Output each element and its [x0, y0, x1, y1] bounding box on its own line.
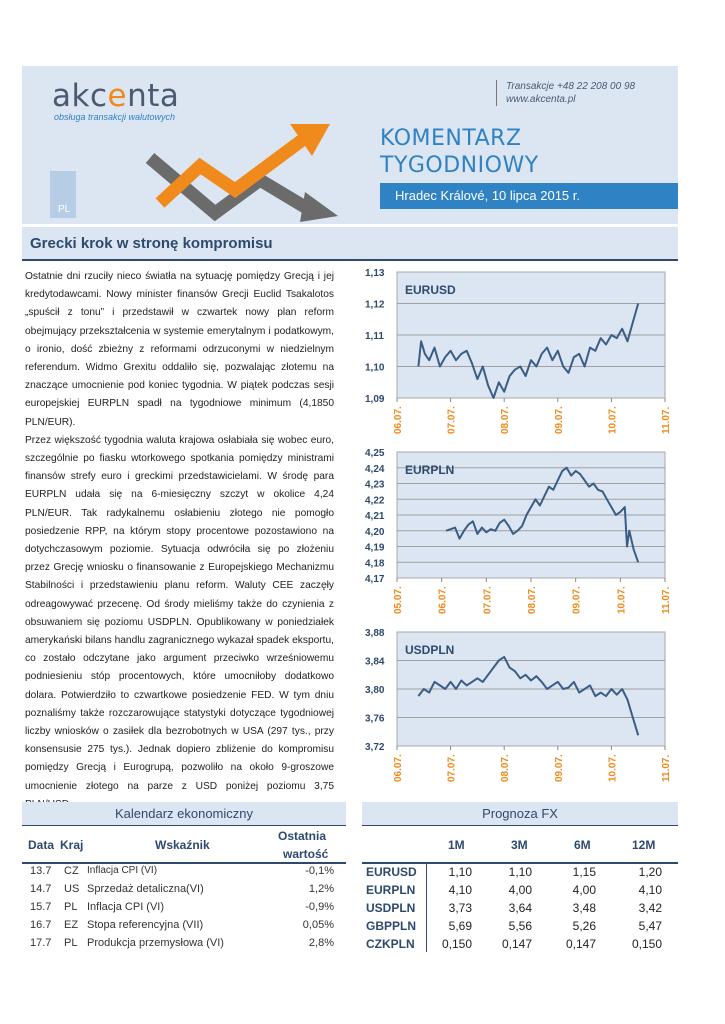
forecast-cell: 3,42: [638, 901, 662, 915]
calendar-header-rule: [22, 862, 346, 864]
forecast-cell: 3,48: [572, 901, 596, 915]
x-tick-label: 11.07.: [661, 406, 672, 434]
section-heading: [22, 227, 678, 261]
forecast-cell: 5,69: [448, 919, 472, 933]
x-tick-label: 10.07.: [607, 406, 619, 434]
chart-eurpln: [345, 446, 670, 618]
x-tick-label: 06.07.: [437, 586, 449, 614]
article-paragraph-2: Przez większość tygodnia waluta krajowa osłabiała się wobec euro, szczególnie po fiasku wtorkowego spotkania pomiędzy ministrami finansów strefy euro i greckimi przedstawicielami. W środę para EURPLN udała się na 6-miesięczny szczyt w okolice 4,24 PLN/EUR. Tak radykalnemu osłabieniu złotego nie pomogło posiedzenie RPP, na którym stopy procentowe pozostawiono na dotychczasowym poziomie. Sytuacja odwróciła się po złożeniu przez Grecję wniosku o finansowanie z Europejskiego Mechanizmu Stabilności i przedstawieniu planu reform. Waluty CEE zaczęły odreagowywać przecenę. Od środy mieliśmy także do czynienia z obsuwaniem się poziomu USDPLN. Opublikowany w poniedziałek amerykański bilans handlu zagranicznego wykazał spadek eksportu, co zostało odczytane jako argument przeciwko wrześniowemu podniesieniu stóp procentowych, które umocniłoby dodatkowo dolara. Potwierdziło to czwartkowe posiedzenie FED. W tym dniu poznaliśmy także rozczarowujące statystyki dotyczące tygodniowej liczby wniosków o zasiłek dla bezrobotnych w USA (297 tys., przy konsensusie 275 tys.). Jednak dopiero zbliżenie do kompromisu pomiędzy Grecją i Eurogrupą, pozwoliło na około 9-groszowe umocnienie złotego na parze z USD poniżej poziomu 3,75: [25, 434, 334, 792]
y-tick-label: 4,21: [365, 511, 385, 522]
calendar-row-date: 17.7: [30, 937, 52, 949]
y-tick-label: 4,17: [365, 574, 385, 585]
y-tick-label: 3,72: [365, 742, 385, 753]
calendar-col-country: Kraj: [60, 838, 84, 852]
y-tick-label: 1,10: [365, 362, 385, 374]
chart-title: EURUSD: [405, 283, 456, 297]
contact-phone: Transakcje +48 22 208 00 98: [506, 81, 636, 92]
forecast-cell: 1,10: [448, 865, 472, 879]
x-tick-label: 10.07.: [607, 754, 619, 782]
forecast-cell: 4,00: [572, 883, 596, 897]
calendar-col-last-a: Ostatnia: [278, 829, 327, 843]
x-tick-label: 08.07.: [527, 586, 538, 614]
forecast-cell: 1,10: [508, 865, 532, 879]
forecast-cell: 0,150: [441, 937, 472, 951]
report-dateline: Hradec Králové, 10 lipca 2015 r.: [380, 183, 678, 209]
forecast-cell: 5,47: [638, 919, 662, 933]
x-tick-label: 08.07.: [500, 754, 512, 782]
contact-web[interactable]: www.akcenta.pl: [506, 94, 576, 105]
forecast-cell: 3,73: [448, 901, 472, 915]
calendar-row-value: 1,2%: [308, 883, 334, 895]
y-tick-label: 1,12: [365, 299, 385, 311]
x-tick-label: 10.07.: [616, 586, 628, 614]
article-body: [25, 268, 334, 814]
forecast-col-1m: 1M: [448, 838, 465, 852]
y-tick-label: 4,23: [365, 479, 385, 491]
forecast-col-3m: 3M: [511, 838, 528, 852]
forecast-cell: 4,10: [638, 883, 662, 897]
calendar-row-indicator: Inflacja CPI (VI): [87, 901, 165, 913]
calendar-row-value: 0,05%: [302, 919, 334, 931]
forecast-cell: 4,00: [508, 883, 532, 897]
calendar-row-indicator: Inflacja CPI (VI): [87, 865, 158, 876]
y-tick-label: 1,11: [365, 331, 384, 342]
forecast-cell: 5,26: [572, 919, 596, 933]
y-tick-label: 4,20: [365, 526, 385, 538]
calendar-row-indicator: Sprzedaż detaliczna(VI): [87, 883, 204, 895]
forecast-col-6m: 6M: [574, 838, 591, 852]
akcenta-logo[interactable]: [52, 78, 179, 114]
forecast-cell: 5,56: [508, 919, 532, 933]
forecast-pair: GBPPLN: [366, 919, 417, 933]
calendar-row-date: 14.7: [30, 883, 52, 895]
logo-text-a: akc: [52, 78, 108, 114]
forecast-col-12m: 12M: [632, 838, 656, 852]
x-tick-label: 07.07.: [446, 406, 458, 434]
calendar-row-date: 13.7: [30, 865, 52, 877]
calendar-row-value: -0,1%: [305, 865, 334, 877]
x-tick-label: 06.07.: [393, 406, 404, 434]
x-tick-label: 06.07.: [393, 754, 404, 782]
calendar-row-country: EZ: [64, 919, 79, 931]
calendar-title: Kalendarz ekonomiczny: [22, 802, 346, 826]
calendar-col-indicator: Wskaźnik: [155, 838, 210, 852]
report-title-line1: KOMENTARZ: [380, 126, 522, 151]
forecast-title: Prognoza FX: [362, 802, 678, 826]
logo-text-e: e: [107, 78, 128, 114]
y-tick-label: 1,09: [365, 394, 385, 405]
forecast-cell: 1,20: [638, 865, 662, 879]
forecast-cell: 3,64: [508, 901, 532, 915]
chart-eurusd: [345, 266, 670, 438]
x-tick-label: 09.07.: [553, 754, 565, 782]
language-label: PL: [58, 204, 71, 215]
x-tick-label: 09.07.: [571, 586, 583, 614]
y-tick-label: 3,84: [365, 656, 385, 668]
y-tick-label: 3,76: [365, 713, 385, 725]
x-tick-label: 05.07.: [393, 586, 404, 614]
forecast-cell: 1,15: [572, 865, 596, 879]
calendar-row-value: 2,8%: [308, 937, 334, 949]
x-tick-label: 07.07.: [446, 754, 458, 782]
calendar-row-country: CZ: [64, 865, 79, 877]
x-tick-label: 07.07.: [482, 586, 494, 614]
report-title-line2: TYGODNIOWY: [380, 153, 539, 178]
y-tick-label: 4,22: [365, 495, 385, 507]
calendar-col-last-b: wartość: [283, 847, 329, 861]
grey-arrow-head: [300, 192, 338, 222]
calendar-row-value: -0,9%: [305, 901, 334, 913]
logo-subtitle: obsługa transakcji walutowych: [54, 112, 176, 122]
trend-arrows-graphic: [140, 118, 370, 218]
forecast-pair: EURPLN: [366, 883, 416, 897]
calendar-row-country: PL: [64, 901, 78, 913]
calendar-row-date: 15.7: [30, 901, 52, 913]
calendar-col-date: Data: [28, 838, 55, 852]
forecast-pair: CZKPLN: [366, 937, 415, 951]
forecast-cell: 4,10: [448, 883, 472, 897]
calendar-row-country: PL: [64, 937, 78, 949]
chart-eurpln-svg: [345, 446, 670, 618]
x-tick-label: 11.07.: [661, 586, 672, 614]
y-tick-label: 4,24: [365, 463, 385, 475]
calendar-row-indicator: Stopa referencyjna (VII): [87, 919, 204, 931]
y-tick-label: 3,80: [365, 685, 385, 696]
x-tick-label: 11.07.: [661, 754, 672, 782]
calendar-row-indicator: Produkcja przemysłowa (VI): [87, 937, 224, 949]
article-paragraph-1: Ostatnie dni rzuciły nieco światła na sytuację pomiędzy Grecją i jej kredytodawcami. Nowy minister finansów Grecji Euclid Tsakalotos „spuścił z tonu” i przedstawił w czwartek nowy plan reform obejmujący przekształcenia w systemie emerytalnym i podatkowym, o ironio, dość zbieżny z reformami odrzuconymi w niedzielnym referendum. Widmo Grexitu oddaliło się, pozwalając złotemu na znaczące umocnienie pod koniec tygodnia. W piątek podczas sesji europejskiej EURPLN spadł na tygodniowe minimum (4,1850 PLN/EUR).: [25, 271, 334, 428]
y-tick-label: 4,25: [365, 448, 385, 459]
calendar-row-country: US: [64, 883, 80, 895]
section-heading-text: Grecki krok w stronę kompromisu: [30, 235, 273, 252]
forecast-pair: USDPLN: [366, 901, 416, 915]
chart-title: USDPLN: [405, 643, 455, 657]
y-tick-label: 4,19: [365, 542, 385, 554]
forecast-cell: 0,150: [631, 937, 662, 951]
y-tick-label: 4,18: [365, 558, 385, 570]
chart-eurusd-svg: [345, 266, 670, 438]
chart-usdpln-svg: [345, 626, 670, 794]
x-tick-label: 08.07.: [500, 406, 512, 434]
logo-text-b: nta: [127, 78, 180, 114]
forecast-vertical-rule: [426, 862, 427, 952]
y-tick-label: 3,88: [365, 628, 385, 639]
forecast-cell: 0,147: [565, 937, 596, 951]
forecast-cell: 0,147: [501, 937, 532, 951]
y-tick-label: 1,13: [365, 268, 385, 279]
x-tick-label: 09.07.: [553, 406, 565, 434]
chart-usdpln: [345, 626, 670, 794]
forecast-pair: EURUSD: [366, 865, 417, 879]
chart-title: EURPLN: [405, 463, 455, 477]
contact-block: [496, 80, 635, 106]
forecast-header-rule: [362, 862, 678, 864]
report-header: [22, 66, 678, 224]
calendar-row-date: 16.7: [30, 919, 52, 931]
